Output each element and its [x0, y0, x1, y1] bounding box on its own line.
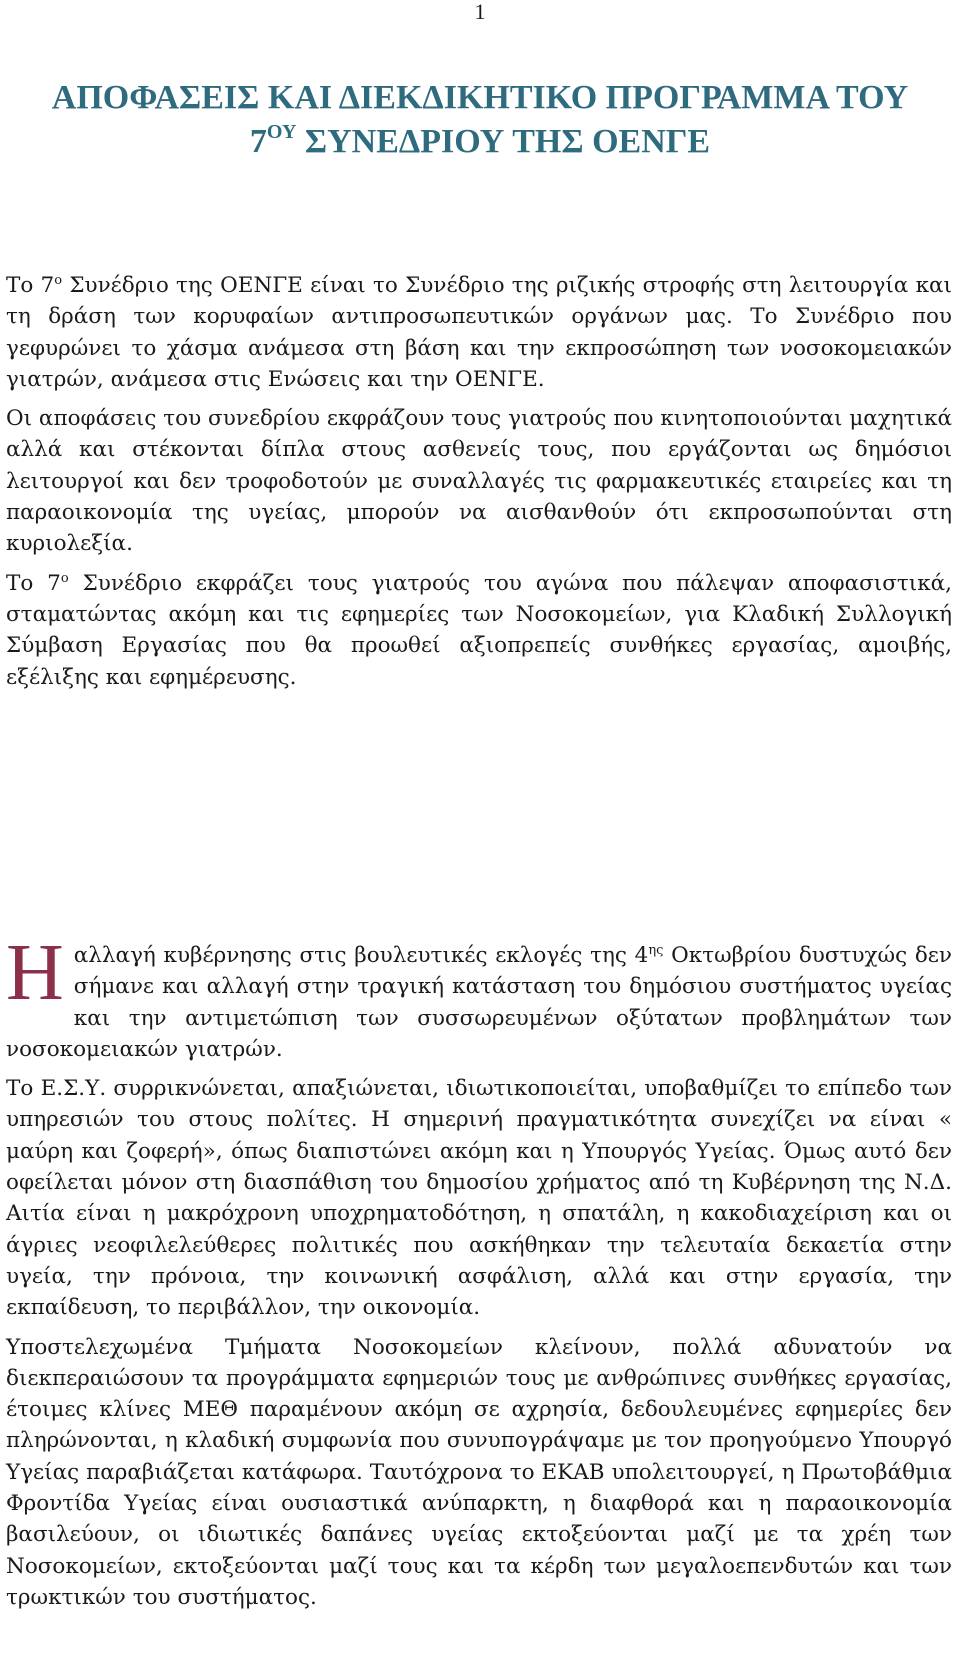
intro-paragraph-2: Οι αποφάσεις του συνεδρίου εκφράζουν τους γιατρούς που κινητοποιούνται μαχητικά αλλά και στέκονται δίπλα στους ασθενείς τους, που εργάζονται ως δημόσιοι λειτουργοί και δεν τροφοδοτούν με συναλλαγές τις φαρμακευτικές εταιρείες και τη παραοικονομία της υγείας, μπορούν να αισθανθούν ότι εκπροσωπούνται στη κυριολεξία. [6, 406, 952, 557]
intro-paragraph-3 [6, 568, 952, 693]
main-section [6, 929, 952, 1621]
title-line-2 [250, 123, 710, 160]
drop-cap-letter: Η [6, 929, 64, 1017]
intro-p1-rest: Συνέδριο της ΟΕΝΓΕ είναι το Συνέδριο της ριζικής στροφής στη λειτουργία και τη δράση των κορυφαίων αντιπροσωπευτικών οργάνων μας. Το Συνέδριο που γεφυρώνει το χάσμα ανάμεσα στη βάση και την εκπροσώπηση των νοσοκομειακών γιατρών, ανάμεσα στις Ενώσεις και την ΟΕΝΓΕ. [6, 273, 952, 392]
document-title [0, 76, 960, 164]
main-p1-start: αλλαγή κυβέρνησης στις βουλευτικές εκλογές της 4 [73, 943, 649, 968]
title-ordinal-number: 7 [249, 123, 267, 160]
title-ordinal-suffix: ΟΥ [266, 121, 297, 143]
title-line-1: ΑΠΟΦΑΣΕΙΣ ΚΑΙ ΔΙΕΚΔΙΚΗΤΙΚΟ ΠΡΟΓΡΑΜΜΑ ΤΟΥ [51, 79, 909, 116]
title-line-2-text: ΣΥΝΕΔΡΙΟΥ ΤΗΣ ΟΕΝΓΕ [296, 123, 711, 160]
intro-p3-rest: Συνέδριο εκφράζει τους γιατρούς του αγώνα που πάλεψαν αποφασιστικά, σταματώντας ακόμη και τις εφημερίες των Νοσοκομείων, για Κλαδική Συλλογική Σύμβαση Εργασίας που θα προωθεί αξιοπρεπείς συνθήκες εργασίας, αμοιβής, εξέλιξης και εφημέρευσης. [6, 570, 952, 690]
intro-p3-start: Το 7 [6, 570, 61, 596]
intro-p1-start: Το 7 [6, 273, 55, 298]
main-paragraph-3: Υποστελεχωμένα Τμήματα Νοσοκομείων κλείνουν, πολλά αδυνατούν να διεκπεραιώσουν τα προγράμματα εφημεριών τους με ανθρώπινες συνθήκες εργασίας, έτοιμες κλίνες ΜΕΘ παραμένουν ακόμη σε αχρησία, δεδουλευμένες εφημερίες δεν πληρώνονται, η κλαδική συμφωνία που συνυπογράψαμε με τον προηγούμενο Υπουργό Υγείας παραβιάζεται κατάφωρα. Ταυτόχρονα το ΕΚΑΒ υπολειτουργεί, η Πρωτοβάθμια Φροντίδα Υγείας είναι ουσιαστικά ανύπαρκτη, η διαφθορά και η παραοικονομία βασιλεύουν, οι ιδιωτικές δαπάνες υγείας εκτοξεύονται μαζί με τα χρέη των Νοσοκομείων, εκτοξεύονται μαζί τους και τα κέρδη των μεγαλοεπενδυτών και των τρωκτικών του συστήματος. [6, 1334, 952, 1610]
page-number: 1 [474, 0, 486, 24]
intro-p3-ordinal-suffix: ο [60, 570, 69, 586]
intro-section [6, 270, 952, 701]
main-paragraph-1 [6, 929, 952, 1065]
main-paragraph-2: Το Ε.Σ.Υ. συρρικνώνεται, απαξιώνεται, ιδιωτικοποιείται, υποβαθμίζει το επίπεδο των υπηρεσιών του στους πολίτες. Η σημερινή πραγματικότητα συνεχίζει να είναι « μαύρη και ζοφερή», όπως διαπιστώνει ακόμη και η Υπουργός Υγείας. Όμως αυτό δεν οφείλεται μόνον στη διασπάθιση του δημοσίου χρήματος από τη Κυβέρνηση της Ν.Δ. Αιτία είναι η μακρόχρονη υποχρηματοδότηση, η σπατάλη, η κακοδιαχείριση και οι άγριες νεοφιλελεύθερες πολιτικές που ασκήθηκαν την τελευταία δεκαετία στην υγεία, την πρόνοια, την κοινωνική ασφάλιση, αλλά και στην εργασία, την εκπαίδευση, το περιβάλλον, την οικονομία. [6, 1076, 952, 1321]
intro-paragraph-1 [6, 270, 952, 395]
main-p1-ordinal-suffix: ης [648, 943, 664, 958]
main-p1-rest: Οκτωβρίου δυστυχώς δεν σήμανε και αλλαγή στην τραγική κατάσταση του δημόσιου συστήματος υγείας και την αντιμετώπιση των συσσωρευμένων οξύτατων προβλημάτων των νοσοκομειακών γιατρών. [6, 943, 952, 1062]
intro-p1-ordinal-suffix: ο [54, 273, 63, 288]
